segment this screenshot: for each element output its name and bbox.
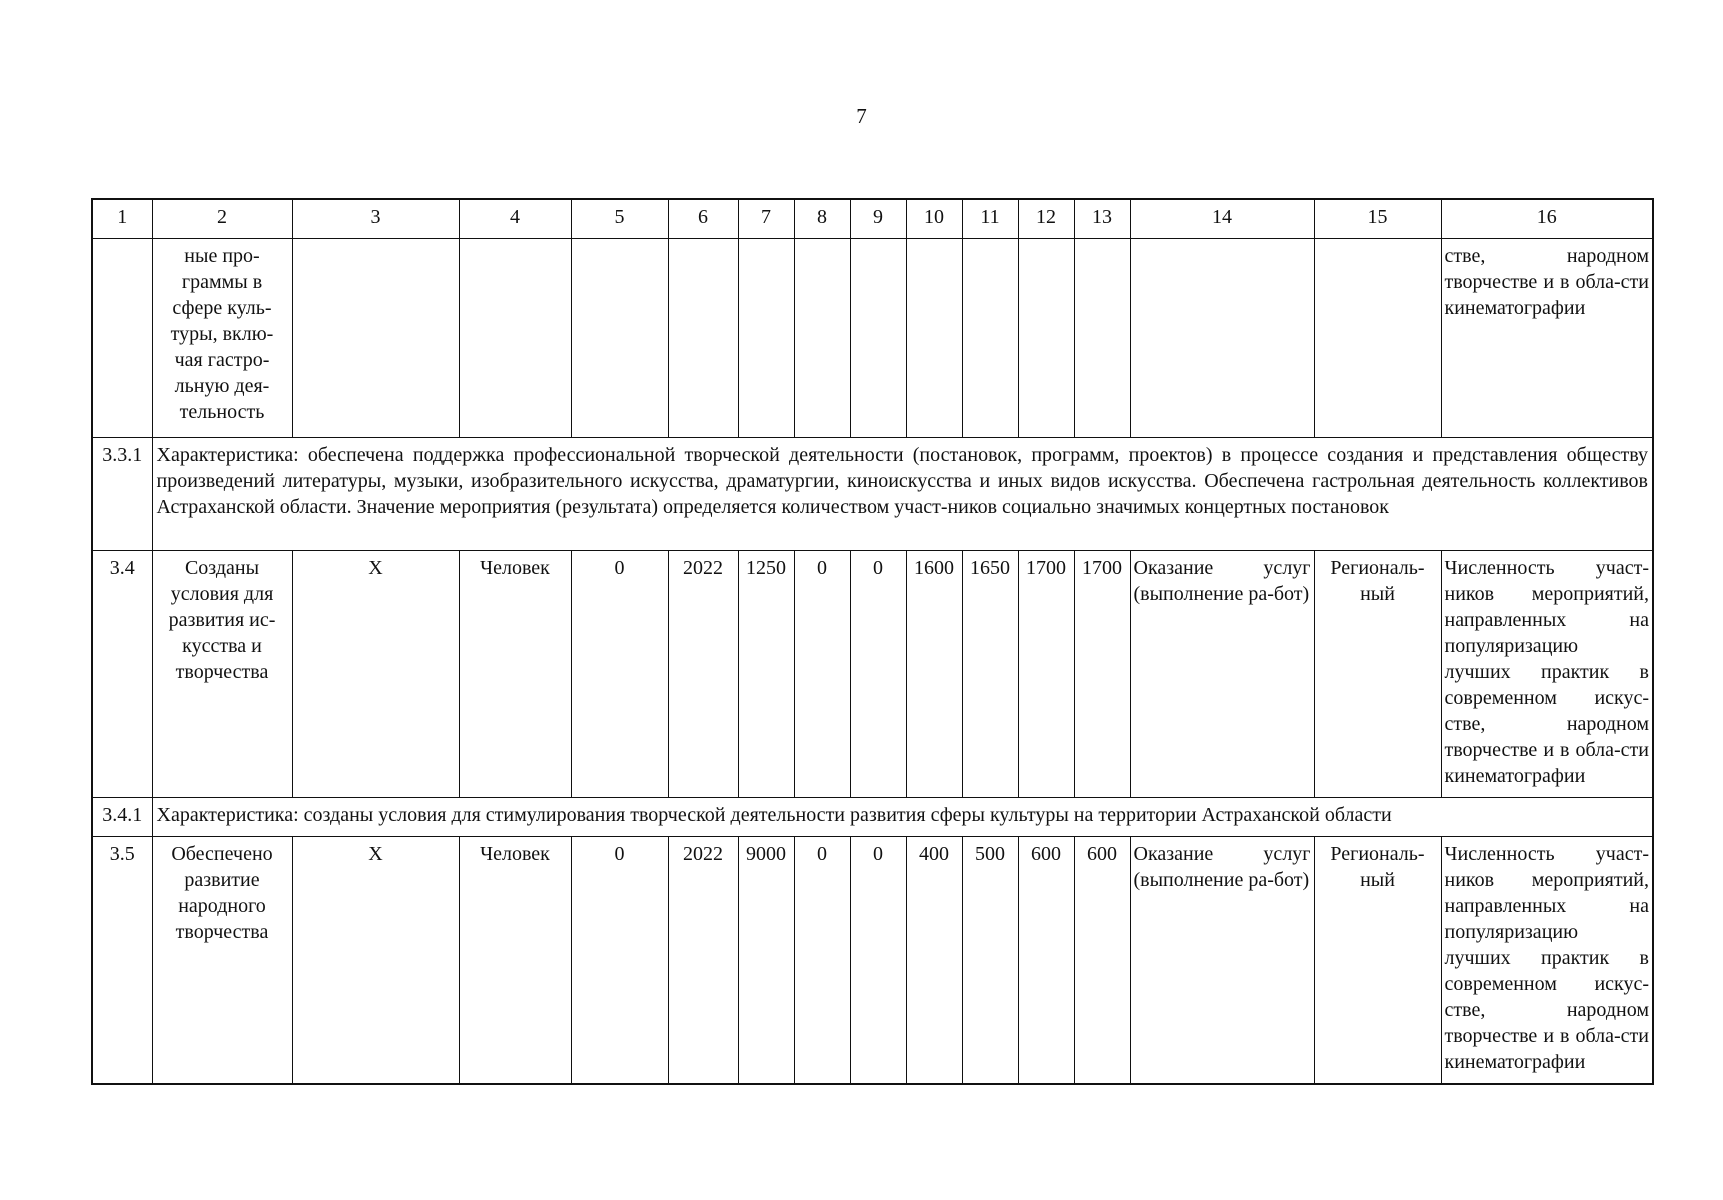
cell-col10: 1600: [906, 551, 962, 798]
cell-col5: 0: [571, 837, 668, 1085]
cell-col12: 600: [1018, 837, 1074, 1085]
cell-col11: 500: [962, 837, 1018, 1085]
cell-index: 3.4: [92, 551, 152, 798]
cell-col5: 0: [571, 551, 668, 798]
cell-index: [92, 239, 152, 438]
header-cell: 13: [1074, 199, 1130, 239]
cell-col7: 1250: [738, 551, 794, 798]
table-row-continuation: [92, 239, 1653, 438]
page-number: 7: [856, 104, 867, 128]
cell-col7: 9000: [738, 837, 794, 1085]
cell-col10: 400: [906, 837, 962, 1085]
cell-description: Численность участ-ников мероприятий, направленных на популяризацию лучших практик в современном искус-стве, народном творчестве и в обла-сти кинематографии: [1441, 837, 1653, 1085]
cell-unit: Человек: [459, 837, 571, 1085]
header-cell: 5: [571, 199, 668, 239]
results-table: [91, 198, 1654, 1085]
header-row: [92, 199, 1653, 239]
header-cell: 8: [794, 199, 850, 239]
header-cell: 9: [850, 199, 906, 239]
cell-description: Численность участ-ников мероприятий, направленных на популяризацию лучших практик в современном искус-стве, народном творчестве и в обла-сти кинематографии: [1441, 551, 1653, 798]
header-cell: 10: [906, 199, 962, 239]
cell-level: Региональ- ный: [1314, 837, 1441, 1085]
cell-index: 3.3.1: [92, 438, 152, 551]
header-cell: 16: [1441, 199, 1653, 239]
cell-col9: 0: [850, 551, 906, 798]
cell-col8: 0: [794, 837, 850, 1085]
cell-type: Оказание услуг (выполнение ра-бот): [1130, 551, 1314, 798]
header-cell: 3: [292, 199, 459, 239]
cell-index: 3.4.1: [92, 798, 152, 837]
header-cell: 7: [738, 199, 794, 239]
header-cell: 14: [1130, 199, 1314, 239]
cell-name: Созданы условия для развития ис- кусства и творчества: [152, 551, 292, 798]
cell-unit: Человек: [459, 551, 571, 798]
table-row-3-5: [92, 837, 1653, 1085]
cell-col3: Х: [292, 551, 459, 798]
header-cell: 6: [668, 199, 738, 239]
cell-year: 2022: [668, 837, 738, 1085]
cell-col13: 1700: [1074, 551, 1130, 798]
cell-name: ные про- граммы в сфере куль- туры, вклю- чая гастро- льную дея- тельность: [152, 239, 292, 438]
header-cell: 11: [962, 199, 1018, 239]
cell-col3: Х: [292, 837, 459, 1085]
cell-col12: 1700: [1018, 551, 1074, 798]
cell-type: Оказание услуг (выполнение ра-бот): [1130, 837, 1314, 1085]
table-row-3-4: [92, 551, 1653, 798]
characteristic-row-3-3-1: [92, 438, 1653, 551]
header-cell: 4: [459, 199, 571, 239]
characteristic-text: Характеристика: обеспечена поддержка профессиональной творческой деятельности (постановок, программ, проектов) в процессе создания и представления обществу произведений литературы, музыки, изобразительного искусства, драматургии, киноискусства и иных видов искусства. Обеспечена гастрольная деятельность коллективов Астраханской области. Значение мероприятия (результата) определяется количеством участ-ников социально значимых концертных постановок: [152, 438, 1653, 551]
header-cell: 12: [1018, 199, 1074, 239]
characteristic-text: Характеристика: созданы условия для стимулирования творческой деятельности развития сферы культуры на территории Астраханской области: [152, 798, 1653, 837]
cell-description: стве, народном творчестве и в обла-сти кинематографии: [1441, 239, 1653, 438]
cell-name: Обеспечено развитие народного творчества: [152, 837, 292, 1085]
cell-level: Региональ- ный: [1314, 551, 1441, 798]
cell-col11: 1650: [962, 551, 1018, 798]
cell-year: 2022: [668, 551, 738, 798]
cell-col13: 600: [1074, 837, 1130, 1085]
characteristic-row-3-4-1: [92, 798, 1653, 837]
header-cell: 15: [1314, 199, 1441, 239]
cell-col9: 0: [850, 837, 906, 1085]
header-cell: 2: [152, 199, 292, 239]
cell-index: 3.5: [92, 837, 152, 1085]
cell-col8: 0: [794, 551, 850, 798]
header-cell: 1: [92, 199, 152, 239]
